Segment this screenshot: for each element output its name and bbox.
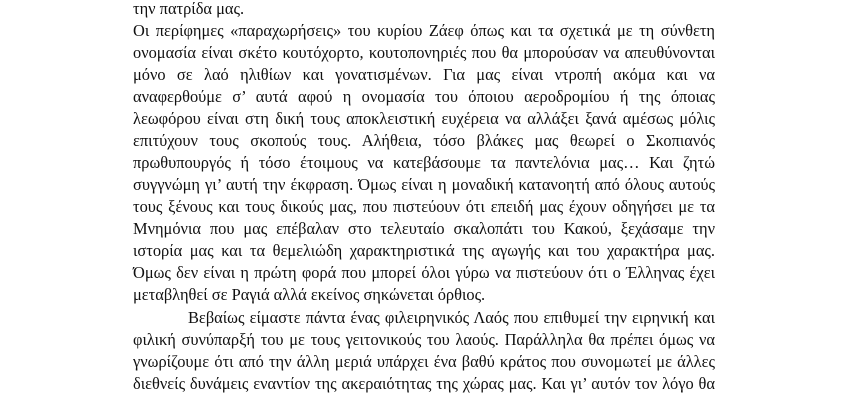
text-line: Μνημόνια που μας επέβαλαν στο τελευταίο σκαλοπάτι του Κακού, ξεχάσαμε την: [133, 219, 715, 238]
text-line: συγγνώμη γι’ αυτή την έκφραση. Όμως είναι η μοναδική κατανοητή από όλους αυτούς: [133, 175, 715, 194]
text-line: μεταβληθεί σε Ραγιά αλλά εκείνος σηκώνεται όρθιος.: [133, 285, 486, 304]
text-line: Οι περίφημες «παραχωρήσεις» του κυρίου Ζάεφ όπως και τα σχετικά με τη σύνθετη: [133, 21, 715, 40]
text-line: λεωφόρου είναι στη δική τους αποκλειστική ευχέρεια να αλλάξει ξανά αμέσως μόλις: [133, 109, 715, 128]
text-line: ιστορία μας και τα θεμελιώδη χαρακτηριστικά της αγωγής και του χαρακτήρα μας.: [133, 241, 715, 260]
text-line: τους ξένους και τους δικούς μας, που πιστεύουν ότι επειδή μας έχουν οδηγήσει με τα: [133, 197, 715, 216]
text-line: ονομασία είναι σκέτο κουτόχορτο, κουτοπονηριές που θα μπορούσαν να απευθύνονται: [133, 43, 715, 62]
text-line: μόνο σε λαό ηλιθίων και γονατισμένων. Για μας είναι ντροπή ακόμα και να: [133, 65, 715, 84]
text-line: πρωθυπουργός ή τόσο έτοιμους να κατεβάσουμε τα παντελόνια μας… Και ζητώ: [133, 153, 715, 172]
text-line: διεθνείς δυνάμεις εναντίον της ακεραιότητας της χώρας μας. Και γι’ αυτόν τον λόγο θα: [133, 374, 715, 393]
text-line: επιτύχουν τους σκοπούς τους. Αλήθεια, τόσο βλάκες μας θεωρεί ο Σκοπιανός: [133, 131, 715, 150]
text-line: Όμως δεν είναι η πρώτη φορά που μπορεί όλοι γύρω να πιστεύουν ότι ο Έλληνας έχει: [133, 263, 715, 282]
text-line: γνωρίζουμε ότι από την άλλη μεριά υπάρχει ένα βαθύ κράτος που συνομωτεί με άλλες: [133, 352, 715, 371]
text-line: αναφερθούμε σ’ αυτά αφού η ονομασία του όποιου αεροδρομίου ή της όποιας: [133, 87, 715, 106]
text-line: την πατρίδα μας.: [133, 0, 245, 18]
paragraph-first-line: Βεβαίως είμαστε πάντα ένας φιλειρηνικός Λαός που επιθυμεί την ειρηνική και: [188, 308, 715, 327]
text-line: φιλική συνύπαρξή του με τους γειτονικούς του λαούς. Παράλληλα θα πρέπει όμως να: [133, 330, 715, 349]
